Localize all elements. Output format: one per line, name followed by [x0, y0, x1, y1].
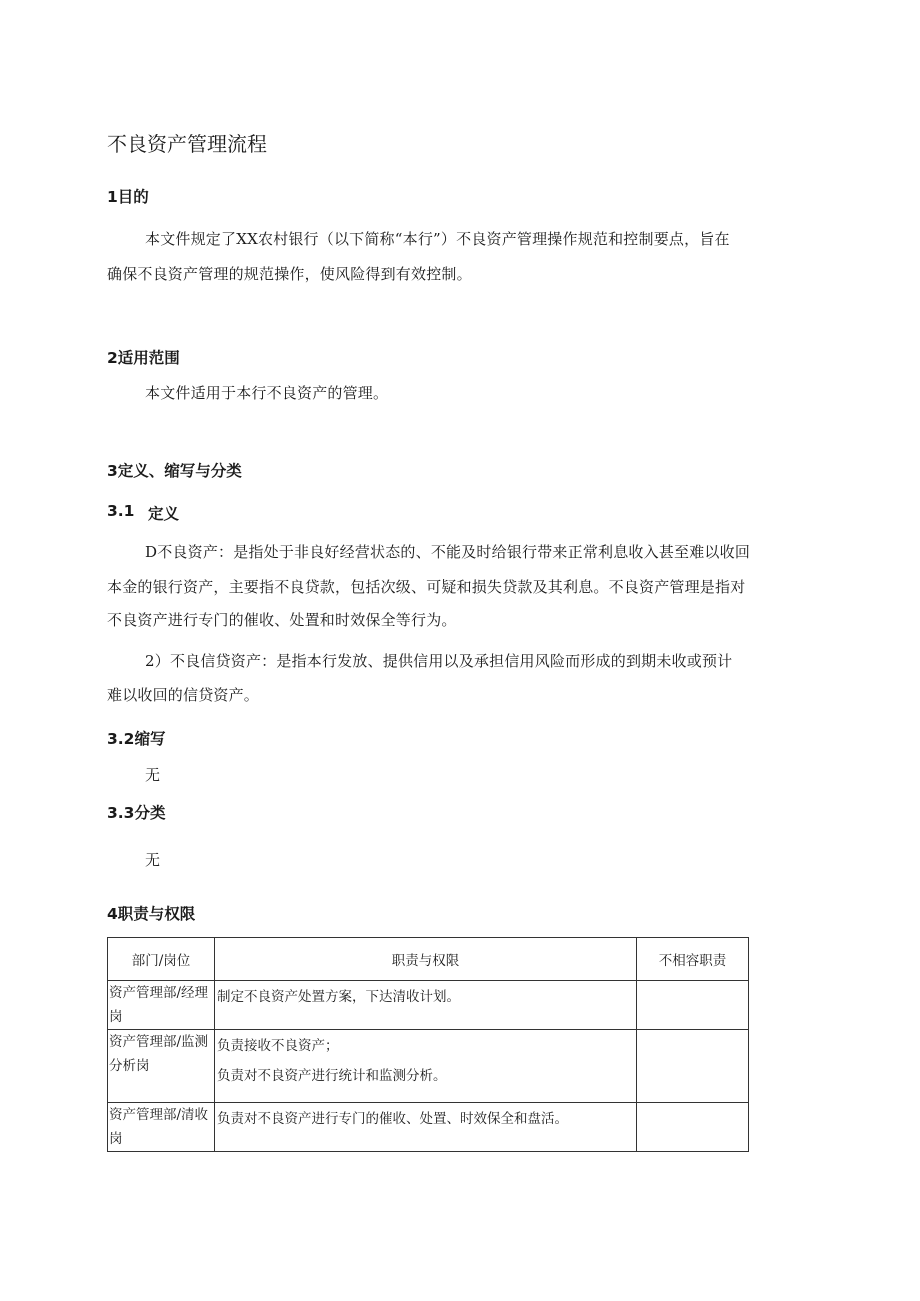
section-3-1-number: 3.1	[107, 502, 135, 520]
cell-department	[108, 981, 215, 1030]
duty-text: 负责接收不良资产；	[217, 1038, 339, 1054]
header-department: 部门/岗位	[108, 938, 215, 981]
definition-1-line-2: 本金的银行资产，主要指不良贷款，包括次级、可疑和损失贷款及其利息。不良资产管理是指对	[107, 578, 746, 596]
definition-1-line-1: D不良资产：是指处于非良好经营状态的、不能及时给银行带来正常利息收入甚至难以收回	[145, 543, 751, 561]
section-2-heading: 2适用范围	[107, 349, 180, 367]
header-incompatible-duties: 不相容职责	[637, 938, 749, 981]
cell-incompatible	[637, 1030, 749, 1103]
table-row	[108, 1030, 749, 1103]
cell-responsibility	[215, 1030, 637, 1103]
header-responsibility: 职责与权限	[215, 938, 637, 981]
cell-incompatible	[637, 1103, 749, 1152]
section-3-2-body: 无	[145, 766, 161, 784]
section-3-heading: 3定义、缩写与分类	[107, 462, 242, 480]
duty-list	[215, 981, 636, 1008]
department-text: 资产管理部/经理岗	[109, 985, 209, 1025]
duty-text: 制定不良资产处置方案，下达清收计划。	[217, 989, 460, 1005]
definition-2-line-1: 2）不良信贷资产：是指本行发放、提供信用以及承担信用风险而形成的到期未收或预计	[145, 652, 733, 670]
section-3-2-heading: 3.2缩写	[107, 730, 166, 748]
definition-1-line-3: 不良资产进行专门的催收、处置和时效保全等行为。	[107, 611, 457, 629]
section-3-3-heading: 3.3分类	[107, 804, 166, 822]
page-title: 不良资产管理流程	[107, 132, 267, 156]
cell-responsibility	[215, 1103, 637, 1152]
section-3-1-label: 定义	[148, 505, 180, 523]
cell-department	[108, 1030, 215, 1103]
section-2-paragraph: 本文件适用于本行不良资产的管理。	[145, 384, 389, 402]
section-1-paragraph-line-2: 确保不良资产管理的规范操作，使风险得到有效控制。	[107, 265, 472, 283]
section-4-heading: 4职责与权限	[107, 905, 196, 923]
duty-text: 负责对不良资产进行专门的催收、处置、时效保全和盘活。	[217, 1111, 568, 1127]
definition-2-line-2: 难以收回的信贷资产。	[107, 686, 260, 704]
duty-list	[215, 1103, 636, 1130]
cell-responsibility	[215, 981, 637, 1030]
table-row	[108, 1103, 749, 1152]
duty-list	[215, 1030, 636, 1087]
section-1-heading: 1目的	[107, 188, 149, 206]
cell-department	[108, 1103, 215, 1152]
department-text: 资产管理部/清收岗	[109, 1107, 209, 1147]
responsibility-table	[107, 937, 749, 1152]
duty-text: 负责对不良资产进行统计和监测分析。	[217, 1068, 447, 1084]
cell-incompatible	[637, 981, 749, 1030]
department-text: 资产管理部/监测分析岗	[109, 1034, 209, 1074]
section-3-3-body: 无	[145, 851, 161, 869]
table-header-row	[108, 938, 749, 981]
table-row	[108, 981, 749, 1030]
section-1-paragraph-line-1: 本文件规定了XX农村银行（以下简称“本行”）不良资产管理操作规范和控制要点，旨在	[145, 230, 730, 248]
